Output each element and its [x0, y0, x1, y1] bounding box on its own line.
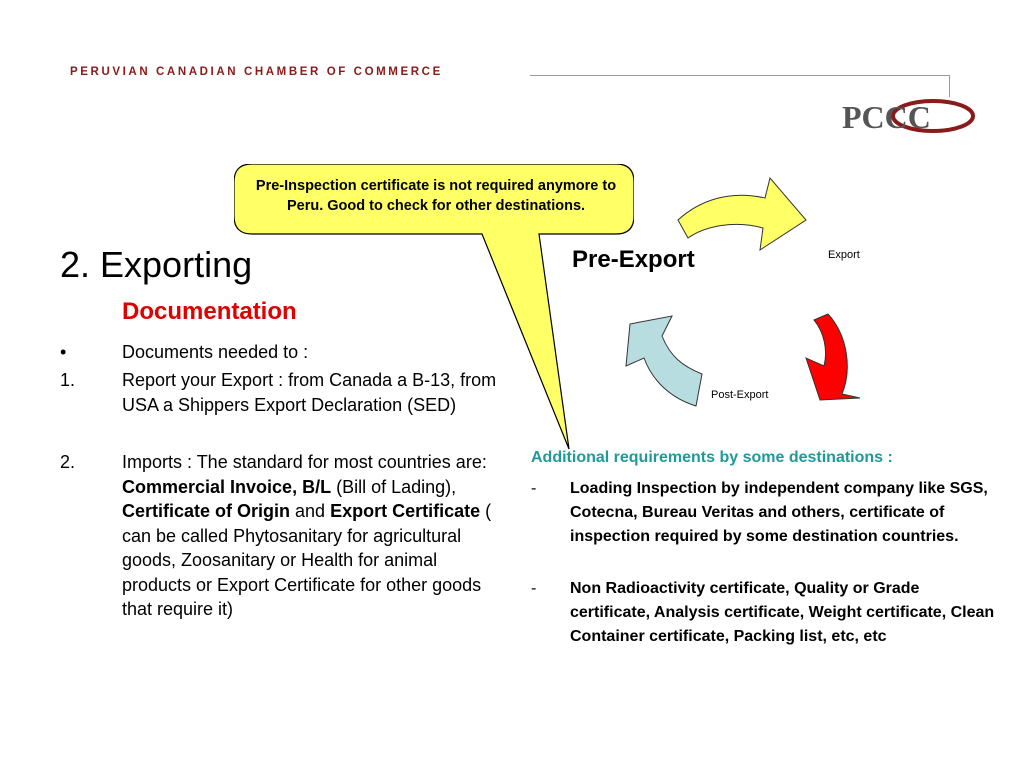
bullet-text: Documents needed to : [122, 342, 309, 362]
pre-export-label: Pre-Export [572, 246, 695, 273]
export-certificate-description: ( can be called Phytosanitary for agricultural goods, Zoosanitary or Health for animal products or Export Certificate for other goods that require it) [122, 501, 492, 619]
logo-text: PCCC [842, 99, 931, 135]
requirement-dash-1: - [531, 480, 537, 497]
requirement-dash-2: - [531, 580, 537, 597]
requirement-text-2: Non Radioactivity certificate, Quality or Grade certificate, Analysis certificate, Weight certificate, Clean Container certificate, Packing list, etc, etc [570, 580, 995, 645]
post-export-label: Post-Export [711, 389, 769, 401]
requirement-item-2 [531, 577, 1001, 649]
export-label: Export [828, 249, 860, 261]
commercial-invoice-text: Commercial Invoice, B/L [122, 476, 332, 497]
export-certificate-text: Export Certificate [330, 501, 481, 521]
requirement-item-1 [531, 477, 1001, 549]
bill-of-lading-text: (Bill of Lading), [331, 476, 457, 497]
additional-requirements-heading: Additional requirements by some destinations : [531, 449, 893, 466]
list-text-2 [122, 450, 500, 622]
bullet-marker: • [60, 342, 67, 362]
header-divider [530, 75, 950, 76]
post-export-arrow [626, 316, 702, 406]
export-arrow [806, 314, 860, 400]
list-text-1: Report your Export : from Canada a B-13, from USA a Shippers Export Declaration (SED) [122, 370, 497, 415]
list-marker-2: 2. [60, 452, 76, 472]
pccc-logo [838, 90, 978, 140]
list-item-2 [60, 450, 500, 622]
list-marker-1: 1. [60, 370, 76, 390]
section-title: 2. Exporting [60, 244, 253, 285]
callout-text: Pre-Inspection certificate is not required anymore to Peru. Good to check for other destinations. [255, 178, 617, 214]
requirement-text-1: Loading Inspection by independent company like SGS, Cotecna, Bureau Veritas and others, certificate of inspection required by some destination countries. [570, 480, 988, 545]
certificate-of-origin-text: Certificate of Origin [122, 501, 291, 521]
documentation-heading: Documentation [122, 298, 297, 325]
imports-intro-text: Imports : The standard for most countries are: [122, 452, 487, 472]
pre-export-arrow [678, 178, 806, 250]
organization-name: PERUVIAN CANADIAN CHAMBER OF COMMERCE [70, 66, 443, 78]
and-text: and [290, 501, 331, 521]
